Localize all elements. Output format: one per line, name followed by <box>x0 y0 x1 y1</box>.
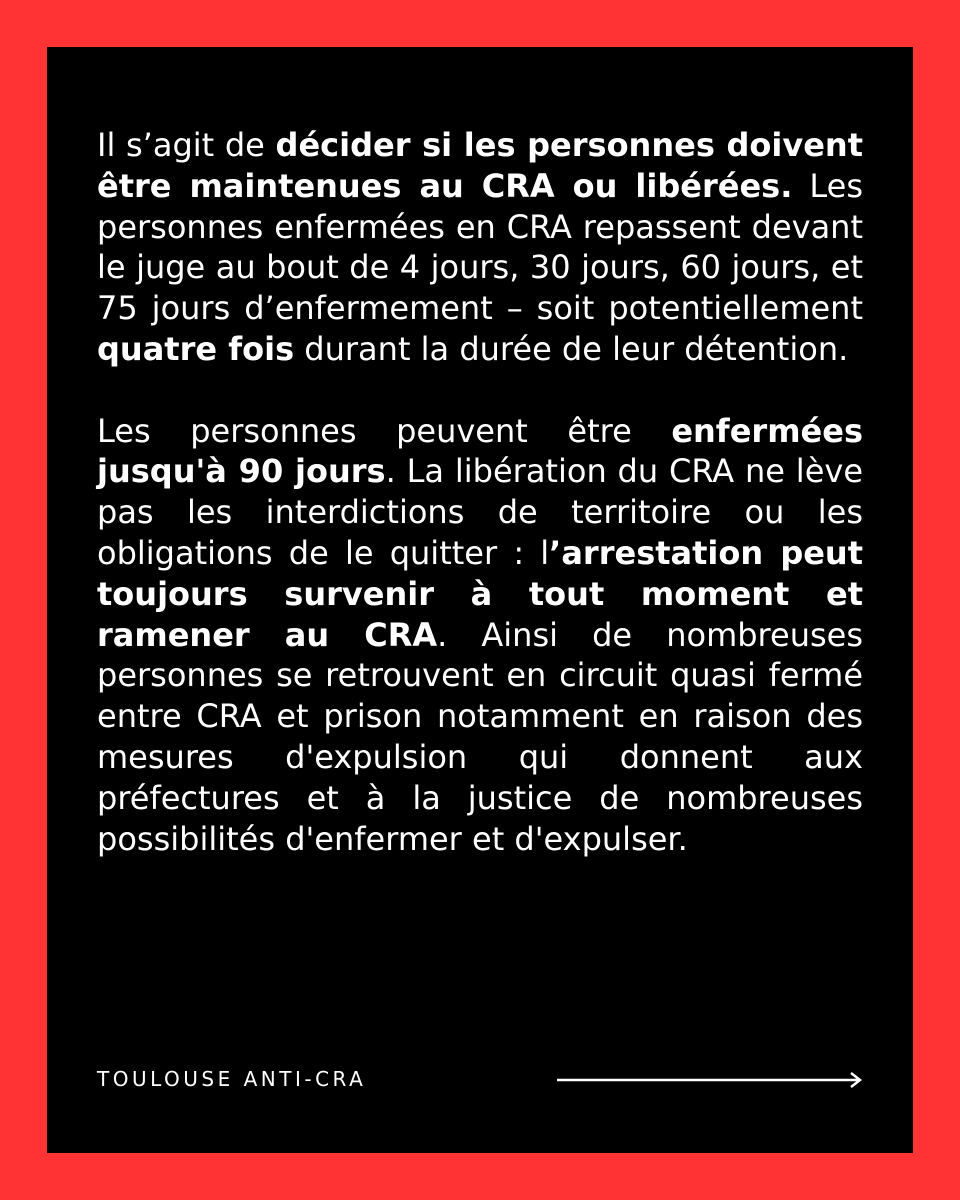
arrow-right-icon[interactable] <box>557 1071 863 1089</box>
p1-segment: Il s’agit de <box>97 126 276 164</box>
footer <box>97 1067 863 1097</box>
p2-segment: . Ainsi de nombreuses personnes se retrouvent en circuit quasi fermé entre CRA et prison notamment en raison des mesures d'expulsion qui donnent aux préfectures et à la justice de nombreuses possibilités d'enfermer et d'expulser. <box>97 615 864 858</box>
p1-segment-bold: décider si les personnes doivent être maintenues au CRA ou libérées. <box>97 126 864 205</box>
p1-segment: Les personnes enfermées en CRA repassent devant le juge au bout de 4 jours, 30 jours, 60 jours, et 75 jours d’enfermement – soit potentiellement <box>97 166 864 328</box>
paragraph-1 <box>97 125 863 370</box>
p1-segment-bold: quatre fois <box>97 329 295 368</box>
p2-segment: . La libération du CRA ne lève pas les interdictions de territoire ou les obligations de le quitter : l <box>97 452 864 572</box>
p1-segment: durant la durée de leur détention. <box>294 329 849 368</box>
p2-segment-bold: enfermées jusqu'à 90 jours <box>97 411 863 491</box>
p2-segment-bold: ’arrestation peut toujours survenir à tout moment et ramener au CRA <box>97 533 863 654</box>
content-body <box>97 125 863 859</box>
brand-name: TOULOUSE ANTI-CRA <box>97 1067 367 1091</box>
content-card <box>47 47 913 1153</box>
p2-segment: Les personnes peuvent être <box>97 411 672 450</box>
paragraph-2 <box>97 411 863 860</box>
